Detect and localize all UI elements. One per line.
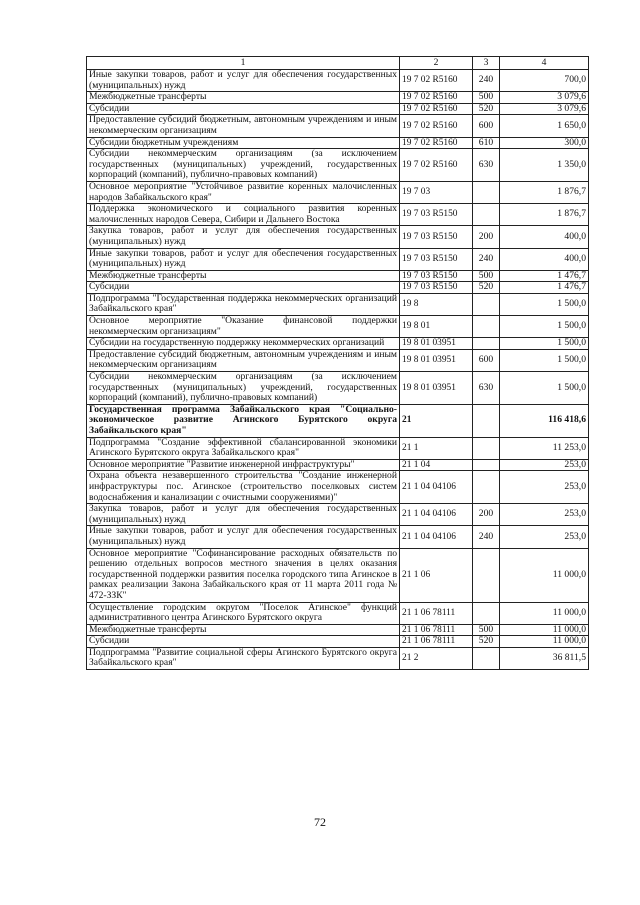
table-row xyxy=(87,103,589,115)
row-code-cell: 19 7 02 R5160 xyxy=(400,70,473,92)
table-row xyxy=(87,437,589,459)
row-sum-cell: 1 476,7 xyxy=(500,282,589,294)
row-name-cell: Осуществление городским округом "Поселок Агинское" функций административного центра Агинского Бурятского округа xyxy=(87,602,400,624)
row-sum-cell: 11 000,0 xyxy=(500,602,589,624)
row-sum-cell: 1 350,0 xyxy=(500,149,589,182)
table-row xyxy=(87,282,589,294)
row-sum-cell: 11 000,0 xyxy=(500,636,589,648)
row-vr-cell: 500 xyxy=(473,270,500,282)
row-name-cell: Субсидии некоммерческим организациям (за исключением государственных (муниципальных) учреждений, государственных корпораций (компаний), публично-правовых компаний) xyxy=(87,149,400,182)
header-col-name: 1 xyxy=(87,57,400,70)
row-vr-cell: 240 xyxy=(473,526,500,548)
row-vr-cell: 200 xyxy=(473,226,500,248)
row-vr-cell xyxy=(473,404,500,437)
row-name-cell: Подпрограмма "Создание эффективной сбалансированной экономики Агинского Бурятского округа Забайкальского края" xyxy=(87,437,400,459)
row-vr-cell: 240 xyxy=(473,248,500,270)
row-vr-cell: 610 xyxy=(473,137,500,149)
row-name-cell: Государственная программа Забайкальского края "Социально-экономическое развитие Агинского Бурятского округа Забайкальского края" xyxy=(87,404,400,437)
table-row xyxy=(87,372,589,405)
table-row xyxy=(87,548,589,602)
table-row xyxy=(87,293,589,315)
row-code-cell: 19 7 03 R5150 xyxy=(400,204,473,226)
row-vr-cell: 520 xyxy=(473,636,500,648)
row-sum-cell: 1 500,0 xyxy=(500,349,589,371)
row-code-cell: 19 7 03 R5150 xyxy=(400,226,473,248)
row-vr-cell xyxy=(473,181,500,203)
row-sum-cell: 3 079,6 xyxy=(500,103,589,115)
table-row xyxy=(87,181,589,203)
row-name-cell: Субсидии xyxy=(87,103,400,115)
row-vr-cell: 240 xyxy=(473,70,500,92)
row-code-cell: 19 7 03 xyxy=(400,181,473,203)
row-code-cell: 19 8 01 03951 xyxy=(400,349,473,371)
row-code-cell: 19 8 01 03951 xyxy=(400,338,473,350)
table-row xyxy=(87,647,589,669)
row-sum-cell: 1 500,0 xyxy=(500,372,589,405)
table-row xyxy=(87,404,589,437)
table-row xyxy=(87,526,589,548)
row-name-cell: Основное мероприятие "Устойчивое развитие коренных малочисленных народов Забайкальского края" xyxy=(87,181,400,203)
row-vr-cell: 500 xyxy=(473,624,500,636)
row-vr-cell xyxy=(473,204,500,226)
header-col-vr: 3 xyxy=(473,57,500,70)
row-name-cell: Охрана объекта незавершенного строительства "Создание инженерной инфраструктуры пос. Агинское (строительство поселковых систем водоснабжения и канализации с очистными сооружениями)" xyxy=(87,471,400,504)
row-vr-cell xyxy=(473,548,500,602)
row-name-cell: Поддержка экономического и социального развития коренных малочисленных народов Севера, Сибири и Дальнего Востока xyxy=(87,204,400,226)
row-code-cell: 21 1 04 04106 xyxy=(400,471,473,504)
row-name-cell: Основное мероприятие "Оказание финансовой поддержки некоммерческим организациям" xyxy=(87,316,400,338)
row-sum-cell: 1 650,0 xyxy=(500,115,589,137)
row-name-cell: Основное мероприятие "Софинансирование расходных обязательств по решению отдельных вопросов местного значения в целях оказания государственной поддержки развития поселка городского типа Агинское в рамках реализации Закона Забайкальского края от 11 марта 2011 года № 472-ЗЗК" xyxy=(87,548,400,602)
row-code-cell: 21 1 06 78111 xyxy=(400,636,473,648)
table-row xyxy=(87,636,589,648)
row-sum-cell: 253,0 xyxy=(500,471,589,504)
table-row xyxy=(87,204,589,226)
row-vr-cell: 630 xyxy=(473,372,500,405)
row-name-cell: Подпрограмма "Государственная поддержка некоммерческих организаций Забайкальского края" xyxy=(87,293,400,315)
budget-table xyxy=(86,56,589,670)
budget-table-sheet xyxy=(86,56,588,670)
row-name-cell: Предоставление субсидий бюджетным, автономным учреждениям и иным некоммерческим организациям xyxy=(87,349,400,371)
row-sum-cell: 11 253,0 xyxy=(500,437,589,459)
table-row xyxy=(87,338,589,350)
table-row xyxy=(87,270,589,282)
row-sum-cell: 1 500,0 xyxy=(500,338,589,350)
row-sum-cell: 11 000,0 xyxy=(500,548,589,602)
row-name-cell: Предоставление субсидий бюджетным, автономным учреждениям и иным некоммерческим организациям xyxy=(87,115,400,137)
row-vr-cell xyxy=(473,338,500,350)
table-row xyxy=(87,70,589,92)
row-code-cell: 21 1 06 78111 xyxy=(400,624,473,636)
table-row xyxy=(87,149,589,182)
table-row xyxy=(87,624,589,636)
row-code-cell: 21 1 04 xyxy=(400,459,473,471)
row-vr-cell: 600 xyxy=(473,115,500,137)
row-sum-cell: 300,0 xyxy=(500,137,589,149)
row-code-cell: 21 1 04 04106 xyxy=(400,526,473,548)
row-code-cell: 21 xyxy=(400,404,473,437)
row-code-cell: 19 7 02 R5160 xyxy=(400,137,473,149)
row-vr-cell: 600 xyxy=(473,349,500,371)
row-vr-cell xyxy=(473,647,500,669)
row-code-cell: 21 2 xyxy=(400,647,473,669)
header-col-sum: 4 xyxy=(500,57,589,70)
table-row xyxy=(87,92,589,104)
row-code-cell: 19 8 01 03951 xyxy=(400,372,473,405)
row-name-cell: Субсидии на государственную поддержку некоммерческих организаций xyxy=(87,338,400,350)
table-row xyxy=(87,602,589,624)
row-name-cell: Субсидии бюджетным учреждениям xyxy=(87,137,400,149)
row-vr-cell xyxy=(473,293,500,315)
row-vr-cell: 500 xyxy=(473,92,500,104)
row-code-cell: 19 8 01 xyxy=(400,316,473,338)
table-header-row xyxy=(87,57,589,70)
row-sum-cell: 1 876,7 xyxy=(500,181,589,203)
row-name-cell: Иные закупки товаров, работ и услуг для обеспечения государственных (муниципальных) нужд xyxy=(87,526,400,548)
row-sum-cell: 1 500,0 xyxy=(500,293,589,315)
row-sum-cell: 253,0 xyxy=(500,526,589,548)
row-name-cell: Иные закупки товаров, работ и услуг для обеспечения государственных (муниципальных) нужд xyxy=(87,248,400,270)
row-vr-cell: 520 xyxy=(473,103,500,115)
row-sum-cell: 1 876,7 xyxy=(500,204,589,226)
row-vr-cell xyxy=(473,437,500,459)
row-sum-cell: 400,0 xyxy=(500,248,589,270)
row-name-cell: Субсидии некоммерческим организациям (за исключением государственных (муниципальных) учреждений, государственных корпораций (компаний), публично-правовых компаний) xyxy=(87,372,400,405)
row-vr-cell: 520 xyxy=(473,282,500,294)
row-sum-cell: 11 000,0 xyxy=(500,624,589,636)
row-name-cell: Субсидии xyxy=(87,282,400,294)
row-code-cell: 21 1 06 78111 xyxy=(400,602,473,624)
row-code-cell: 21 1 xyxy=(400,437,473,459)
row-vr-cell xyxy=(473,459,500,471)
row-name-cell: Межбюджетные трансферты xyxy=(87,92,400,104)
row-code-cell: 19 8 xyxy=(400,293,473,315)
row-name-cell: Субсидии xyxy=(87,636,400,648)
row-sum-cell: 36 811,5 xyxy=(500,647,589,669)
row-vr-cell xyxy=(473,471,500,504)
row-name-cell: Основное мероприятие "Развитие инженерной инфраструктуры" xyxy=(87,459,400,471)
row-code-cell: 19 7 02 R5160 xyxy=(400,92,473,104)
row-name-cell: Иные закупки товаров, работ и услуг для обеспечения государственных (муниципальных) нужд xyxy=(87,70,400,92)
page-number: 72 xyxy=(314,815,326,829)
row-code-cell: 19 7 03 R5150 xyxy=(400,270,473,282)
table-row xyxy=(87,471,589,504)
row-code-cell: 21 1 06 xyxy=(400,548,473,602)
row-name-cell: Межбюджетные трансферты xyxy=(87,270,400,282)
row-sum-cell: 253,0 xyxy=(500,459,589,471)
header-col-code: 2 xyxy=(400,57,473,70)
row-sum-cell: 1 500,0 xyxy=(500,316,589,338)
row-sum-cell: 400,0 xyxy=(500,226,589,248)
row-sum-cell: 116 418,6 xyxy=(500,404,589,437)
table-row xyxy=(87,459,589,471)
row-vr-cell: 200 xyxy=(473,504,500,526)
table-row xyxy=(87,115,589,137)
row-code-cell: 19 7 03 R5150 xyxy=(400,282,473,294)
row-code-cell: 21 1 04 04106 xyxy=(400,504,473,526)
table-row xyxy=(87,316,589,338)
row-vr-cell xyxy=(473,602,500,624)
table-body xyxy=(87,70,589,670)
row-code-cell: 19 7 02 R5160 xyxy=(400,149,473,182)
row-vr-cell: 630 xyxy=(473,149,500,182)
row-sum-cell: 3 079,6 xyxy=(500,92,589,104)
row-sum-cell: 700,0 xyxy=(500,70,589,92)
row-name-cell: Закупка товаров, работ и услуг для обеспечения государственных (муниципальных) нужд xyxy=(87,504,400,526)
table-row xyxy=(87,349,589,371)
table-row xyxy=(87,137,589,149)
row-code-cell: 19 7 02 R5160 xyxy=(400,103,473,115)
row-vr-cell xyxy=(473,316,500,338)
table-row xyxy=(87,226,589,248)
row-name-cell: Межбюджетные трансферты xyxy=(87,624,400,636)
row-name-cell: Подпрограмма "Развитие социальной сферы Агинского Бурятского округа Забайкальского края" xyxy=(87,647,400,669)
row-code-cell: 19 7 02 R5160 xyxy=(400,115,473,137)
table-row xyxy=(87,248,589,270)
row-name-cell: Закупка товаров, работ и услуг для обеспечения государственных (муниципальных) нужд xyxy=(87,226,400,248)
row-code-cell: 19 7 03 R5150 xyxy=(400,248,473,270)
table-row xyxy=(87,504,589,526)
row-sum-cell: 253,0 xyxy=(500,504,589,526)
row-sum-cell: 1 476,7 xyxy=(500,270,589,282)
